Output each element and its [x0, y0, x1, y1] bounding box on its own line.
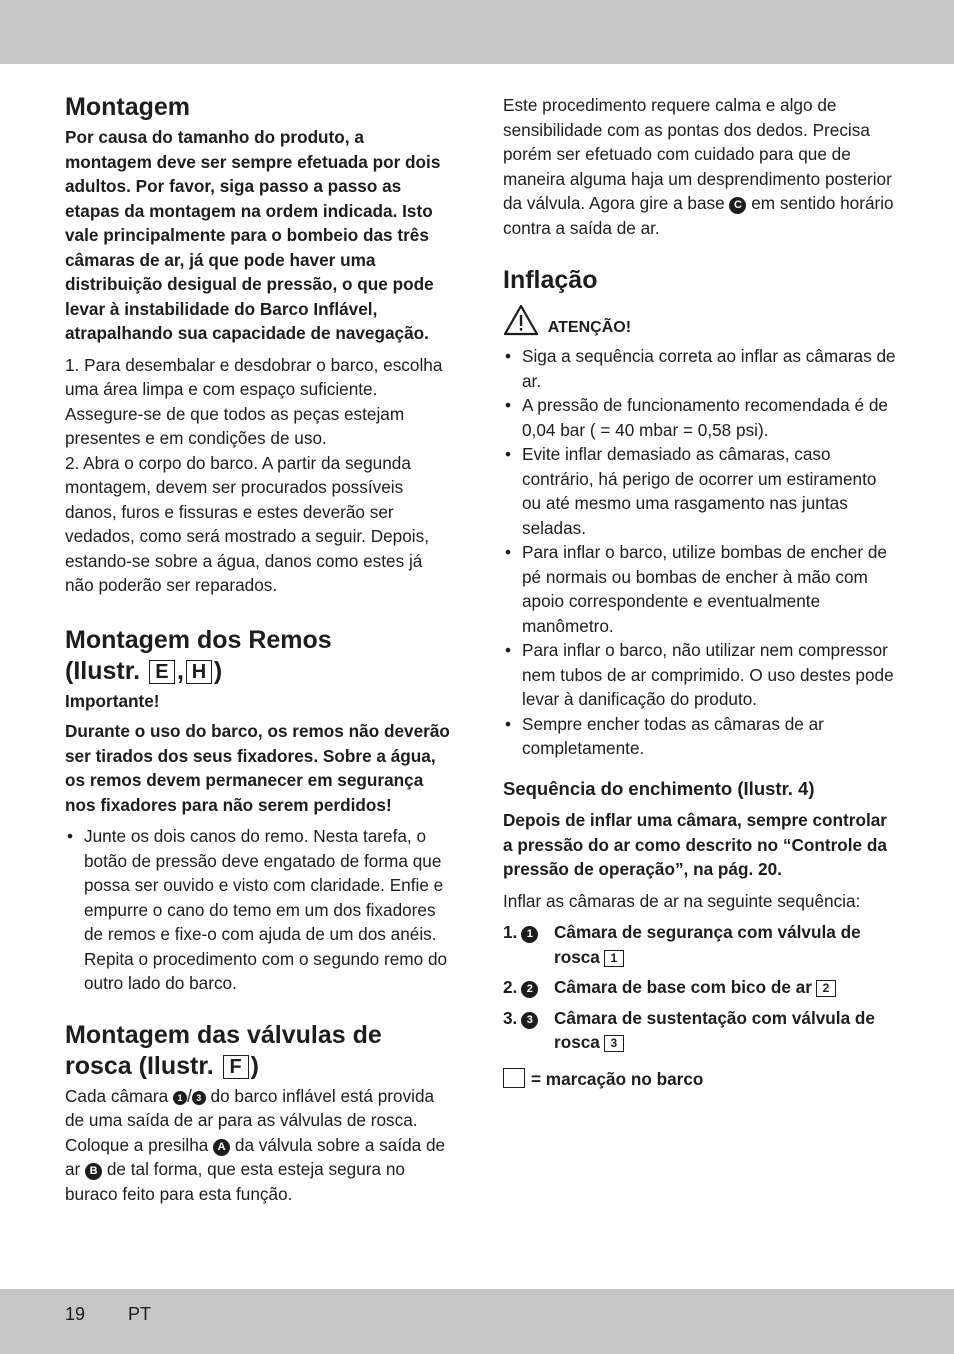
remos-bullet-list	[65, 824, 455, 996]
section-title-montagem: Montagem	[65, 93, 190, 121]
sequence-step-1	[503, 920, 898, 969]
circle-number-1-icon: 1	[521, 926, 538, 943]
montagem-intro: Por causa do tamanho do produto, a montagem deve ser sempre efetuada por dois adultos. Por favor, siga passo a passo as etapas da montagem na ordem indicada. Isto vale principalmente para o bombeio das três câmaras de ar, já que pode haver uma distribuição desigual de pressão, o que pode levar à instabilidade do Barco Inflável, atrapalhando sua capacidade de navegação.	[65, 127, 441, 343]
sequence-steps	[503, 920, 898, 1055]
sequence-step-2-number	[503, 975, 538, 1000]
empty-marking-box	[503, 1068, 525, 1088]
inflacao-bullet-6: • Sempre encher todas as câmaras de ar completamente.	[503, 712, 898, 761]
sequence-title: Sequência do enchimento (Ilustr. 4)	[503, 777, 815, 799]
section-title-inflacao: Inflação	[503, 266, 598, 294]
inflacao-bullet-5: • Para inflar o barco, não utilizar nem compressor nem tubos de ar comprimido. O uso destes pode levar à danificação do produto.	[503, 638, 898, 712]
marking-box-1: 1	[604, 950, 624, 967]
right-column	[503, 93, 898, 1091]
step-3-num: 3.	[503, 1007, 518, 1028]
circle-number-1-icon: 1	[173, 1091, 187, 1105]
section-title-valvulas: Montagem das válvulas de rosca (Ilustr. F )	[65, 1020, 382, 1080]
illustration-box-f: F	[223, 1055, 249, 1079]
montagem-step-1: 1. Para desembalar e desdobrar o barco, escolha uma área limpa e com espaço suficiente. Assegure-se de que todos as peças estejam presentes e em condições de uso.	[65, 354, 443, 448]
inflacao-bullet-list	[503, 344, 898, 761]
circle-letter-c-icon: C	[729, 197, 746, 214]
sequence-step-3	[503, 1006, 898, 1055]
step-1-text: Câmara de segurança com válvula de rosca	[554, 922, 861, 967]
circle-letter-a-icon: A	[213, 1139, 230, 1156]
valvulas-continuation	[503, 93, 898, 240]
sequence-step-2	[503, 975, 898, 1000]
marking-box-3: 3	[604, 1035, 624, 1052]
valvulas-text-d: de tal forma, que esta esteja segura no buraco feito para esta função.	[65, 1159, 405, 1204]
illustration-box-e: E	[149, 660, 175, 684]
valvulas-text-b: do barco inflável está provida de uma saída de ar para as válvulas de rosca. Coloque a presilha	[65, 1085, 435, 1155]
valvulas-title-line2: rosca (Ilustr.	[65, 1051, 214, 1080]
marking-box-2: 2	[816, 980, 836, 997]
page-number: 19	[65, 1304, 86, 1324]
valvulas-cont-text-a: Este procedimento requere calma e algo de sensibilidade com as pontas dos dedos. Precisa porém ser efetuado com cuidado para que de maneira alguma haja um desprendimento posterior da válvula. Agora gire a base	[503, 95, 892, 213]
circle-number-3-icon: 3	[192, 1091, 206, 1105]
inflacao-bullet-3: • Evite inflar demasiado as câmaras, caso contrário, há perigo de ocorrer um estiramento ou até mesmo uma rasgamento nas juntas seladas.	[503, 442, 898, 540]
circle-letter-b-icon: B	[85, 1163, 102, 1180]
circle-number-2-icon: 2	[521, 981, 538, 998]
marking-legend	[503, 1067, 898, 1092]
marking-legend-text: = marcação no barco	[531, 1068, 704, 1089]
inflacao-bullet-1: • Siga a sequência correta ao inflar as câmaras de ar.	[503, 344, 898, 393]
illustration-box-h: H	[186, 660, 212, 684]
montagem-step-2: 2. Abra o corpo do barco. A partir da segunda montagem, devem ser procurados possíveis danos, furos e fissuras e estes deverão ser vedados, como será mostrado a seguir. Depois, estando-se sobre a água, danos como estes já não poderão ser reparados.	[65, 452, 429, 595]
sequence-step-1-number	[503, 920, 538, 945]
remos-title-ilustr: (Ilustr.	[65, 656, 141, 685]
section-title-remos: Montagem dos Remos (Ilustr. E , H )	[65, 625, 332, 685]
attention-row	[503, 304, 898, 338]
sequence-step-3-number	[503, 1006, 538, 1031]
warning-triangle-icon	[503, 304, 539, 336]
step-2-num: 2.	[503, 977, 518, 997]
left-column	[65, 92, 455, 1206]
header-bar	[0, 0, 954, 64]
step-1-num: 1.	[503, 922, 518, 942]
sequence-note: Depois de inflar uma câmara, sempre controlar a pressão do ar como descrito no “Controle da pressão de operação”, na pág. 20.	[503, 810, 887, 879]
valvulas-title-line1: Montagem das válvulas de	[65, 1020, 382, 1049]
inflacao-bullet-2: • A pressão de funcionamento recomendada é de 0,04 bar ( = 40 mbar = 0,58 psi).	[503, 393, 898, 442]
circle-number-3-icon: 3	[521, 1012, 538, 1029]
valvulas-text-c: da válvula sobre a saída de ar	[65, 1134, 446, 1179]
remos-bullet: • Junte os dois canos do remo. Nesta tarefa, o botão de pressão deve engatado de forma que possa ser ouvido e visto com claridade. Enfie e empurre o cano do temo em um dos fixadores de remos e fixe-o com ajuda de um dos anéis. Repita o procedimento com o segundo remo do outro lado do barco.	[65, 824, 455, 996]
remos-important-label: Importante!	[65, 690, 160, 711]
sequence-intro: Inflar as câmaras de ar na seguinte sequência:	[503, 890, 861, 911]
inflacao-bullet-4: • Para inflar o barco, utilize bombas de encher de pé normais ou bombas de encher à mão com apoio correspondente e eventualmente manômetro.	[503, 540, 898, 638]
step-2-text: Câmara de base com bico de ar	[554, 977, 812, 997]
remos-title-text: Montagem dos Remos	[65, 625, 332, 654]
attention-label: ATENÇÃO!	[547, 319, 632, 336]
step-3-text: Câmara de sustentação com válvula de rosca	[554, 1007, 875, 1052]
valvulas-cont-text-b: em sentido horário contra a saída de ar.	[503, 193, 894, 238]
language-code: PT	[128, 1304, 152, 1324]
remos-warning: Durante o uso do barco, os remos não deverão ser tirados dos seus fixadores. Sobre a água, os remos devem permanecer em segurança nos fixadores para não serem perdidos!	[65, 721, 450, 815]
valvulas-paragraph: Cada câmara 1 / 3 do barco inflável está provida de uma saída de ar para as válvulas de rosca. Coloque a presilha A da válvula sobre a saída de ar B de tal forma, que esta esteja segura no buraco feito para esta função.	[65, 1085, 446, 1204]
valvulas-text-a: Cada câmara	[65, 1085, 169, 1106]
